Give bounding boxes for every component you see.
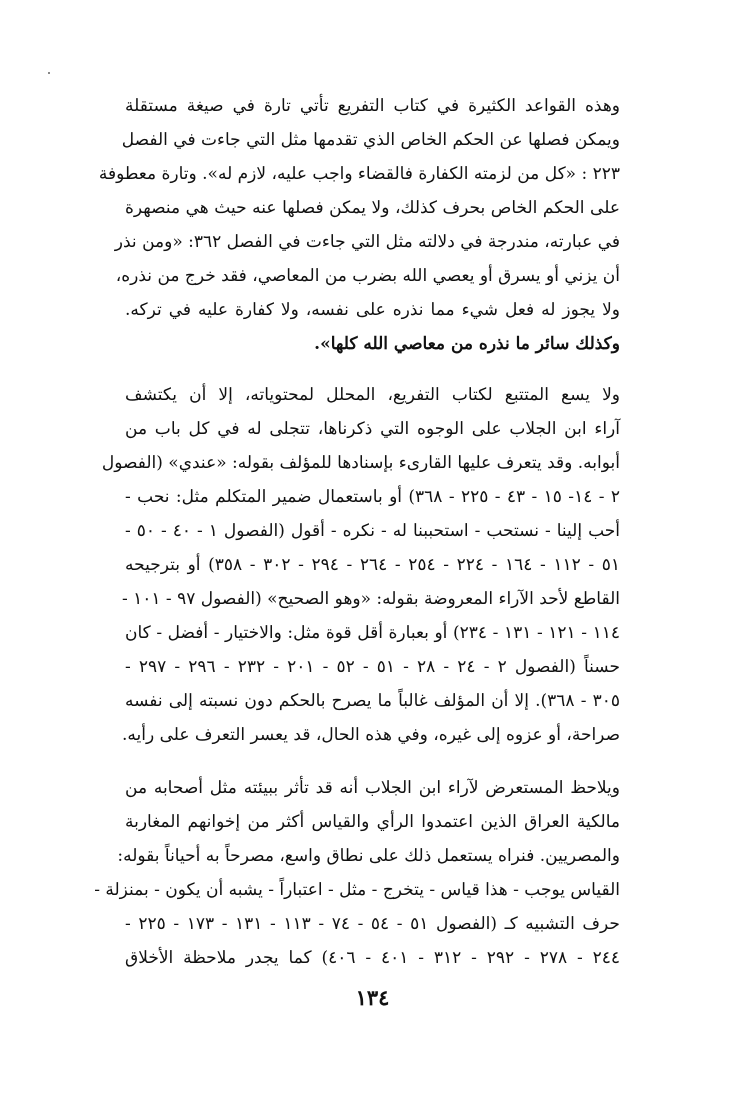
text-line: ٥١ - ١١٢ - ١٦٤ - ٢٢٤ - ٢٥٤ - ٢٦٤ - ٢٩٤ - ٣٠٢ - ٣٥٨) أو بترجيحه: [125, 555, 621, 575]
text-line: آراء ابن الجلاب على الوجوه التي ذكرناها، تتجلى له في كل باب من: [125, 419, 620, 439]
text-line: ٣٠٥ - ٣٦٨). إلا أن المؤلف غالباً ما يصرح بالحكم دون نسبته إلى نفسه: [125, 691, 620, 711]
text-line: وكذلك سائر ما نذره من معاصي الله كلها».: [314, 334, 620, 354]
text-line: حسناً (الفصول ٢ - ٢٤ - ٢٨ - ٥١ - ٥٢ - ٢٠١ - ٢٣٢ - ٢٩٦ - ٢٩٧ -: [125, 657, 620, 677]
text-line: أبوابه. وقد يتعرف عليها القارىء بإسنادها للمؤلف بقوله: «عندي» (الفصول: [101, 453, 620, 473]
text-line: ويلاحظ المستعرض لآراء ابن الجلاب أنه قد تأثر ببيئته مثل أصحابه من: [125, 778, 620, 798]
text-line: حرف التشبيه كـ (الفصول ٥١ - ٥٤ - ٧٤ - ١١٣ - ١٣١ - ١٧٣ - ٢٢٥ -: [125, 914, 620, 934]
text-line: والمصريين. فنراه يستعمل ذلك على نطاق واسع، مصرحاً به أحياناً بقوله:: [117, 846, 620, 866]
text-line: ويمكن فصلها عن الحكم الخاص الذي تقدمها مثل التي جاءت في الفصل: [121, 130, 620, 150]
text-line: صراحة، أو عزوه إلى غيره، وفي هذه الحال، قد يعسر التعرف على رأيه.: [121, 725, 620, 745]
text-line: أن يزني أو يسرق أو يعصي الله بضرب من المعاصي، فقد خرج من نذره،: [115, 266, 620, 286]
text-line: على الحكم الخاص بحرف كذلك، ولا يمكن فصلها عنه حيث هي منصهرة: [125, 198, 620, 218]
text-line: ٢ - ١٤- ١٥ - ٤٣ - ٢٢٥ - ٣٦٨) أو باستعمال ضمير المتكلم مثل: نحب -: [125, 487, 620, 507]
page-number: ١٣٤: [355, 985, 390, 1010]
text-line: ولا يجوز له فعل شيء مما نذره على نفسه، ولا كفارة عليه في تركه.: [125, 300, 620, 320]
text-line: وهذه القواعد الكثيرة في كتاب التفريع تأتي تارة في صيغة مستقلة: [125, 96, 620, 116]
text-line: ٢٤٤ - ٢٧٨ - ٢٩٢ - ٣١٢ - ٤٠١ - ٤٠٦) كما يجدر ملاحظة الأخلاق: [125, 948, 620, 968]
text-line: ١١٤ - ١٢١ - ١٣١ - ٢٣٤) أو بعبارة أقل قوة مثل: والاختيار - أفضل - كان: [125, 623, 621, 643]
text-line: القاطع لأحد الآراء المعروضة بقوله: «وهو الصحيح» (الفصول ٩٧ - ١٠١ -: [121, 589, 620, 609]
text-line: ولا يسع المتتبع لكتاب التفريع، المحلل لمحتوياته، إلا أن يكتشف: [125, 385, 620, 405]
margin-mark: [48, 72, 50, 74]
text-line: القياس يوجب - هذا قياس - يتخرج - مثل - اعتباراً - يشبه أن يكون - بمنزلة -: [94, 880, 620, 900]
text-line: مالكية العراق الذين اعتمدوا الرأي والقياس أكثر من إخوانهم المغاربة: [125, 812, 620, 832]
text-line: ٢٢٣ : «كل من لزمته الكفارة فالقضاء واجب عليه، لازم له». وتارة معطوفة: [98, 164, 620, 184]
text-line: أحب إلينا - نستحب - استحببنا له - نكره - أقول (الفصول ١ - ٤٠ - ٥٠ -: [125, 521, 620, 541]
text-line: في عبارته، مندرجة في دلالته مثل التي جاءت في الفصل ٣٦٢: «ومن نذر: [114, 232, 620, 252]
